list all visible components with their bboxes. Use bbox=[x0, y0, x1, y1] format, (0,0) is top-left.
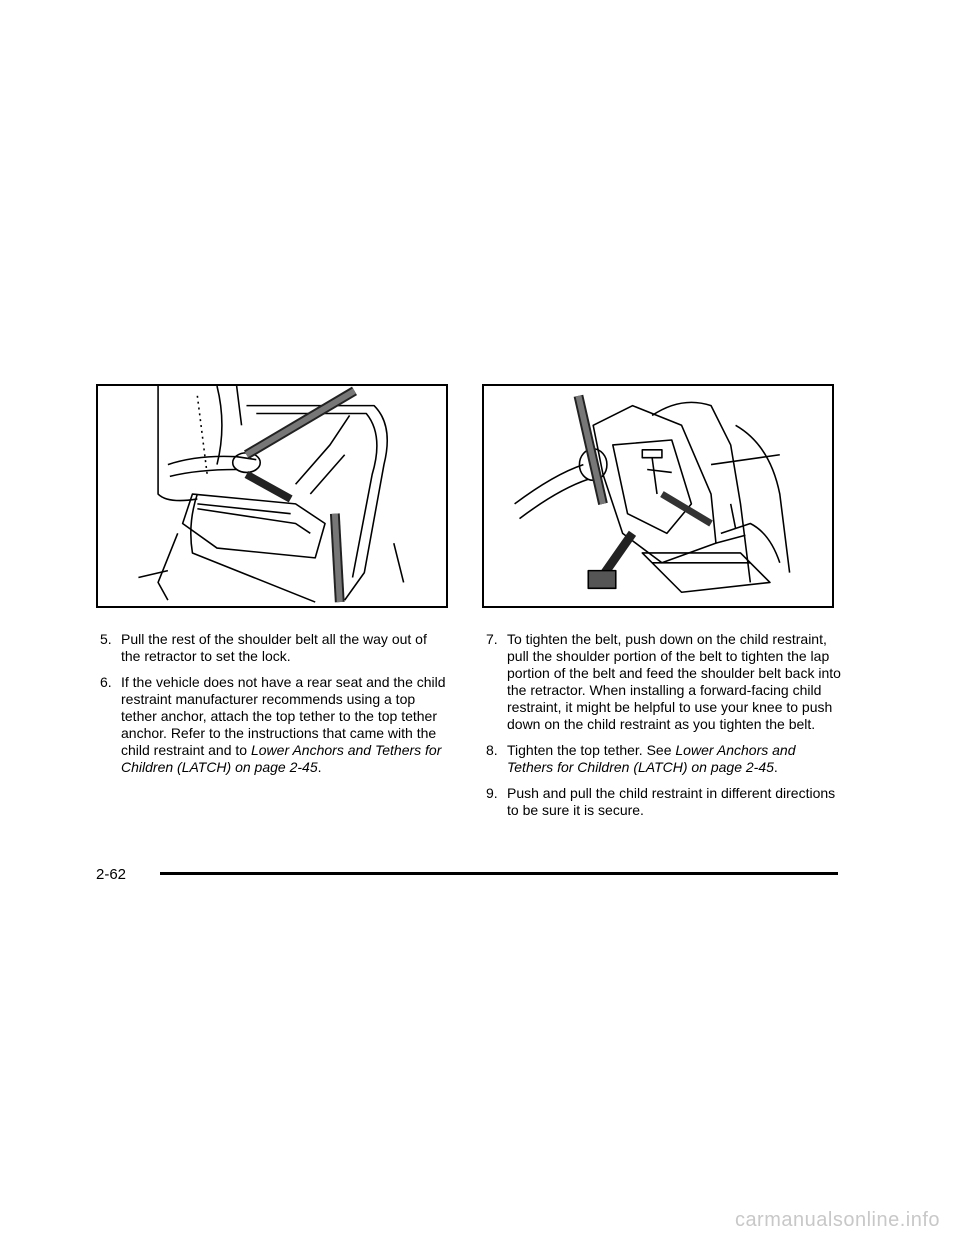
right-column bbox=[486, 631, 842, 828]
step-number: 5. bbox=[100, 631, 112, 647]
step-text: Push and pull the child restraint in different directions to be sure it is secure. bbox=[507, 785, 836, 818]
step-text: Pull the rest of the shoulder belt all the way out of the retractor to set the lock. bbox=[121, 631, 427, 664]
step-number: 9. bbox=[486, 785, 498, 801]
step-number: 6. bbox=[100, 674, 112, 690]
shoulder-belt-pull-illustration bbox=[96, 384, 448, 608]
step-5 bbox=[100, 631, 450, 665]
cross-reference-link[interactable]: Lower Anchors and Tethers for Children (LATCH) on page 2-45 bbox=[507, 742, 796, 775]
step-number: 8. bbox=[486, 742, 498, 758]
step-6 bbox=[100, 674, 450, 776]
footer-divider bbox=[160, 872, 838, 875]
step-9 bbox=[486, 785, 842, 819]
watermark: carmanualsonline.info bbox=[734, 1209, 940, 1231]
step-text: To tighten the belt, push down on the child restraint, pull the shoulder portion of the belt to tighten the lap portion of the belt and feed the shoulder belt back into the retractor. When installing a forward-facing child restraint, it might be helpful to use your knee to push down on the child restraint as you tighten the belt. bbox=[507, 631, 841, 732]
tighten-belt-illustration bbox=[482, 384, 834, 608]
step-7 bbox=[486, 631, 842, 733]
step-text: If the vehicle does not have a rear seat and the child restraint manufacturer recommends using a top tether anchor, attach the top tether to the top tether anchor. Refer to the instructions that came with the child restraint and to Lower Anchors and Tethers for Children (LATCH) on page 2-45. bbox=[121, 674, 446, 775]
step-number: 7. bbox=[486, 631, 498, 647]
step-text: Tighten the top tether. See Lower Anchors and Tethers for Children (LATCH) on page 2-45. bbox=[507, 742, 796, 775]
left-column bbox=[100, 631, 450, 785]
page-number: 2-62 bbox=[96, 866, 127, 883]
cross-reference-link[interactable]: Lower Anchors and Tethers for Children (LATCH) on page 2-45 bbox=[121, 742, 442, 775]
step-8 bbox=[486, 742, 842, 776]
